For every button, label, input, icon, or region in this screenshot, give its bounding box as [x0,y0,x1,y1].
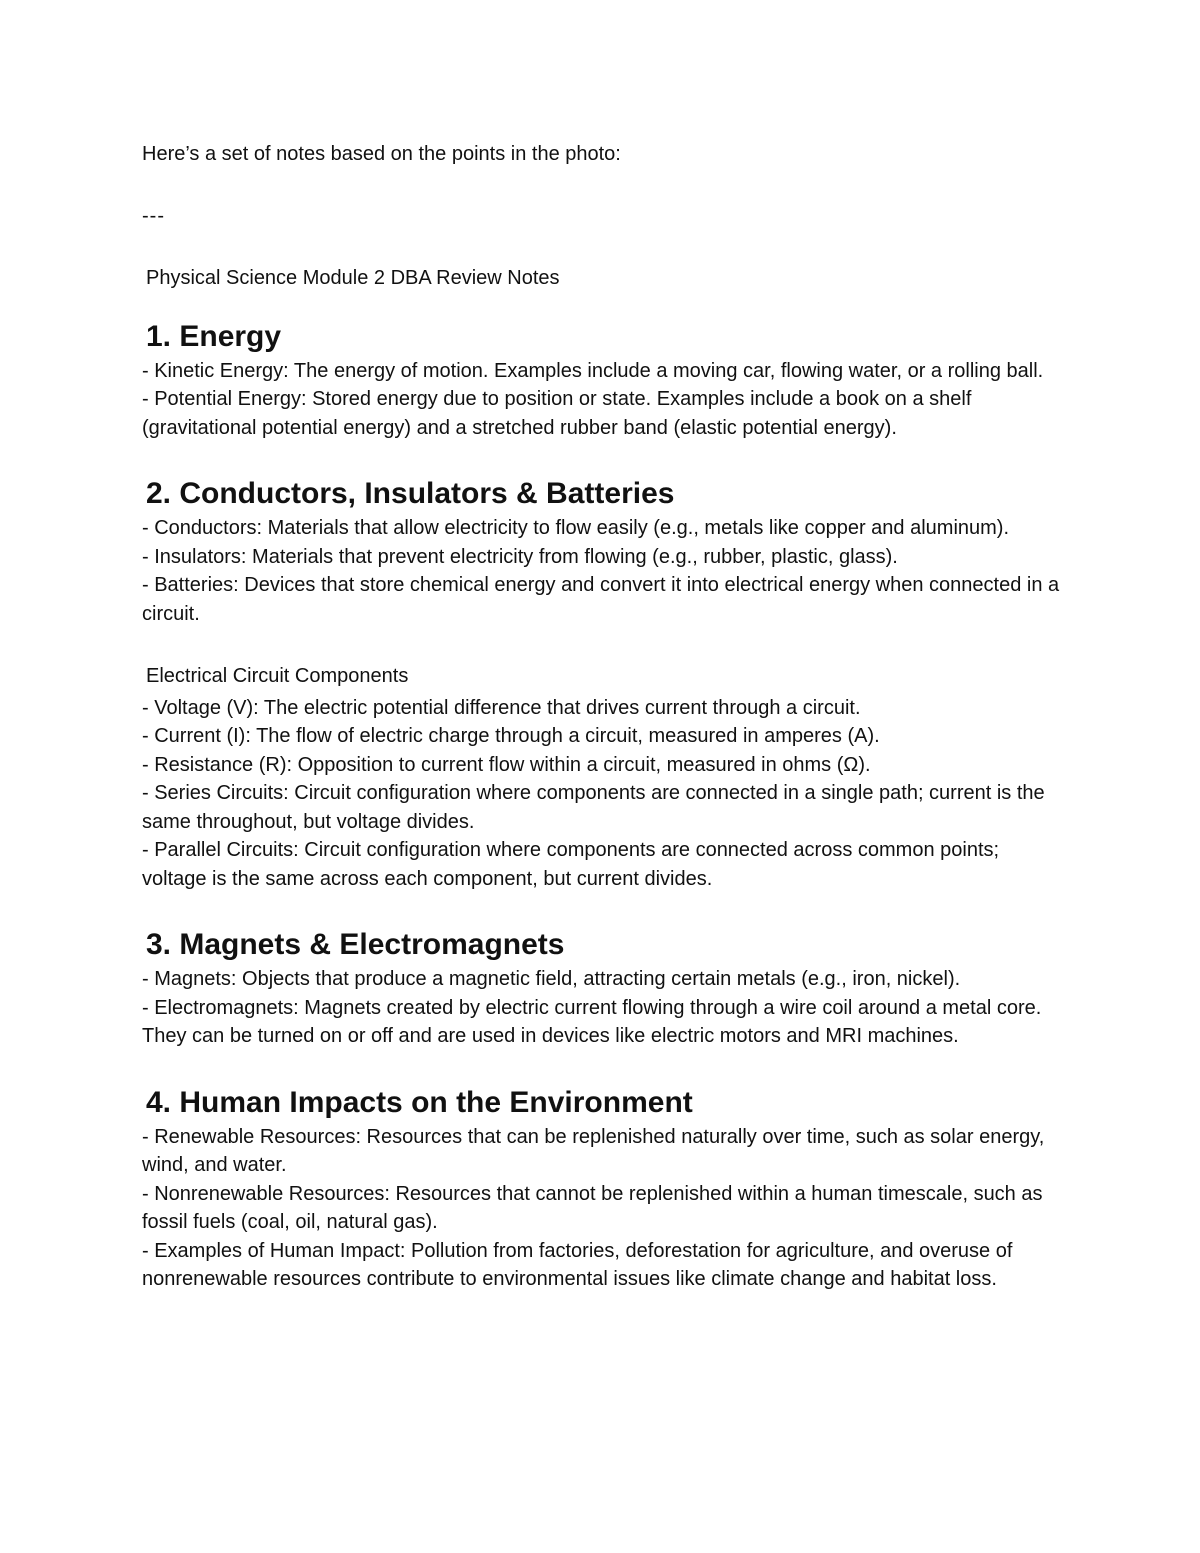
intro-text: Here’s a set of notes based on the points in the photo: [142,143,621,165]
list-item: - Parallel Circuits: Circuit configuration where components are connected across common points; voltage is the same across each component, but current divides. [142,839,1000,890]
list-item: - Renewable Resources: Resources that can be replenished naturally over time, such as solar energy, wind, and water. [142,1125,1045,1176]
section-human-impacts [142,1085,1062,1294]
list-item: - Magnets: Objects that produce a magnetic field, attracting certain metals (e.g., iron, nickel). [142,968,961,990]
bullet-list [142,357,1062,443]
bullet-list [142,514,1062,628]
document-page [142,140,1062,1328]
section-heading: 3. Magnets & Electromagnets [146,928,565,961]
bullet-list [142,694,1062,894]
list-item: - Conductors: Materials that allow electricity to flow easily (e.g., metals like copper and aluminum). [142,517,1010,539]
subsection-heading: Electrical Circuit Components [146,665,409,687]
list-item: - Current (I): The flow of electric charge through a circuit, measured in amperes (A). [142,725,880,747]
list-item: - Potential Energy: Stored energy due to position or state. Examples include a book on a shelf (gravitational potential energy) and a stretched rubber band (elastic potential energy). [142,388,972,439]
list-item: - Kinetic Energy: The energy of motion. Examples include a moving car, flowing water, or a rolling ball. [142,359,1044,382]
section-heading: 4. Human Impacts on the Environment [146,1085,693,1119]
bullet-list [142,965,1062,1051]
list-item: - Nonrenewable Resources: Resources that cannot be replenished within a human timescale, such as fossil fuels (coal, oil, natural gas). [142,1182,1043,1233]
bullet-list [142,1123,1062,1294]
document-title: Physical Science Module 2 DBA Review Notes [146,267,560,289]
list-item: - Examples of Human Impact: Pollution from factories, deforestation for agriculture, and overuse of nonrenewable resources contribute to environmental issues like climate change and habitat loss. [142,1239,1013,1290]
section-energy [142,319,1062,443]
section-magnets [142,927,1062,1051]
list-item: - Insulators: Materials that prevent electricity from flowing (e.g., rubber, plastic, glass). [142,545,898,568]
list-item: - Electromagnets: Magnets created by electric current flowing through a wire coil around a metal core. They can be turned on or off and are used in devices like electric motors and MRI machines. [142,996,1042,1047]
list-item: - Voltage (V): The electric potential difference that drives current through a circuit. [142,696,861,719]
list-item: - Batteries: Devices that store chemical energy and convert it into electrical energy when connected in a circuit. [142,574,1060,625]
list-item: - Series Circuits: Circuit configuration where components are connected in a single path; current is the same throughout, but voltage divides. [142,782,1045,833]
list-item: - Resistance (R): Opposition to current flow within a circuit, measured in ohms (Ω). [142,753,871,776]
section-heading: 1. Energy [146,319,282,353]
section-heading: 2. Conductors, Insulators & Batteries [146,477,675,510]
section-circuit-components [142,662,1062,893]
section-conductors [142,476,1062,628]
separator: --- [142,204,165,227]
